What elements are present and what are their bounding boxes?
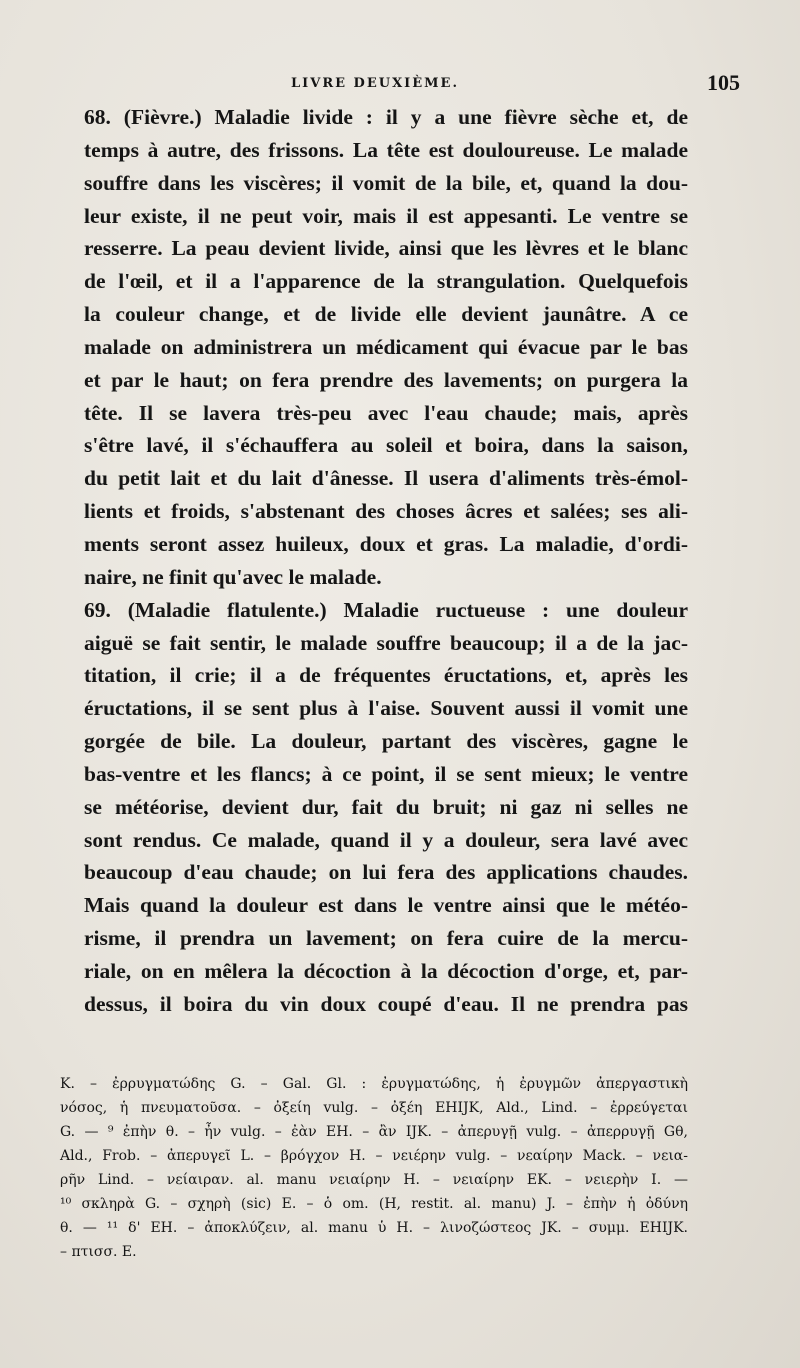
text-line: de l'œil, et il a l'apparence de la strangulation. Quelquefois [84,269,688,294]
text-line: souffre dans les viscères; il vomit de la bile, et, quand la dou- [84,170,688,195]
text-line: du petit lait et du lait d'ânesse. Il usera d'aliments très-émol- [84,466,688,491]
running-title: LIVRE DEUXIÈME. [291,76,459,91]
paragraph-69 [60,594,688,1021]
text-line: se météorise, devient dur, fait du bruit; ni gaz ni selles ne [84,794,688,819]
text-line: lients et froids, s'abstenant des choses âcres et salées; ses ali- [84,499,688,524]
text-line: naire, ne finit qu'avec le malade. [84,564,382,589]
text-line: 68. (Fièvre.) Maladie livide : il y a une fièvre sèche et, de [84,105,688,129]
text-line: malade on administrera un médicament qui évacue par le bas [84,334,688,359]
footnote-line: θ. — ¹¹ δ' EH. – ἀποκλύζειν, al. manu ὑ H. – λινοζώστεος JK. – συμμ. EHIJK. [60,1220,688,1236]
footnote-line: ¹⁰ σκληρὰ G. – σχηρὴ (sic) E. – ὁ om. (H, restit. al. manu) J. – ἐπὴν ἡ ὀδύνη [60,1196,688,1212]
text-line: et par le haut; on fera prendre des lavements; on purgera la [84,367,688,392]
text-line: sont rendus. Ce malade, quand il y a douleur, sera lavé avec [84,827,688,852]
text-line: Mais quand la douleur est dans le ventre ainsi que le météo- [84,893,688,918]
text-line: dessus, il boira du vin doux coupé d'eau. Il ne prendra pas [84,991,688,1016]
text-line: beaucoup d'eau chaude; on lui fera des applications chaudes. [84,860,688,885]
text-line: aiguë se fait sentir, le malade souffre beaucoup; il a de la jac- [84,630,688,655]
footnote-line: νόσος, ἡ πνευματοῦσα. – ὀξείη vulg. – ὀξέη EHIJK, Ald., Lind. – ἐρρεύγεται [60,1100,688,1116]
text-line: tête. Il se lavera très-peu avec l'eau chaude; mais, après [84,400,688,425]
footnote-line: K. – ἐρρυγματώδης G. – Gal. Gl. : ἐρυγματώδης, ἡ ἐρυγμῶν ἀπεργαστικὴ [60,1076,688,1092]
footnote-line: Ald., Frob. – ἀπερυγεῖ L. – βρόγχον H. – νειέρην vulg. – νεαίρην Mack. – νεια- [60,1148,688,1164]
page-number: 105 [707,70,740,95]
text-line: riale, on en mêlera la décoction à la décoction d'orge, et, par- [84,958,688,983]
footnote-line: – πτισσ. E. [60,1244,137,1260]
running-head [60,70,740,98]
text-line: leur existe, il ne peut voir, mais il est appesanti. Le ventre se [84,203,688,228]
footnote-line: ρῆν Lind. – νείαιραν. al. manu νειαίρην H. – νειαίρην EK. – νειερὴν I. — [60,1172,688,1188]
text-line: éructations, il se sent plus à l'aise. Souvent aussi il vomit une [84,696,688,721]
text-line: risme, il prendra un lavement; on fera cuire de la mercu- [84,926,688,951]
paragraph-68 [60,101,688,594]
footnotes [60,1072,688,1264]
text-line: ments seront assez huileux, doux et gras. La maladie, d'ordi- [84,531,688,556]
text-line: la couleur change, et de livide elle devient jaunâtre. A ce [84,302,688,327]
text-line: resserre. La peau devient livide, ainsi que les lèvres et le blanc [84,236,688,261]
text-line: bas-ventre et les flancs; à ce point, il se sent mieux; le ventre [84,761,688,786]
text-line: temps à autre, des frissons. La tête est douloureuse. Le malade [84,137,688,162]
text-line: 69. (Maladie flatulente.) Maladie ructueuse : une douleur [84,597,688,622]
footnote-line: G. — ⁹ ἐπὴν θ. – ἦν vulg. – ἐὰν EH. – ἂν IJK. – ἀπερυγῇ vulg. – ἀπερρυγῇ Gθ, [60,1124,688,1140]
text-line: gorgée de bile. La douleur, partant des viscères, gagne le [84,729,688,754]
text-line: titation, il crie; il a de fréquentes éructations, et, après les [84,663,688,688]
main-text [60,101,688,1021]
text-line: s'être lavé, il s'échauffera au soleil et boira, dans la saison, [84,433,688,458]
